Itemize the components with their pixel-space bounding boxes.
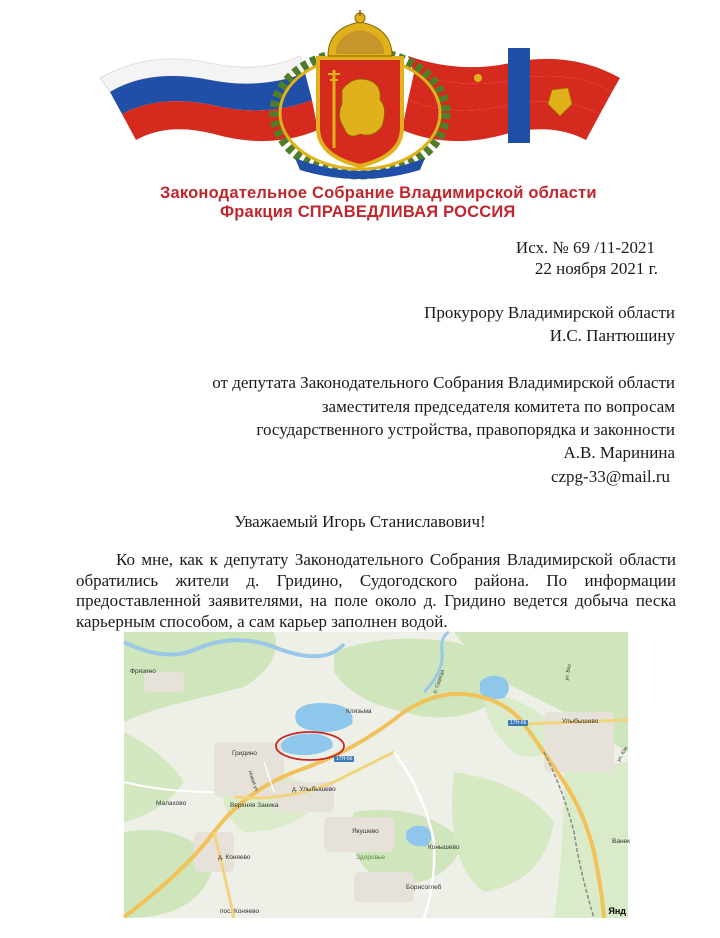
- sender-name: А.В. Маринина: [563, 443, 675, 462]
- map-canvas: [124, 632, 628, 918]
- map-label-yakushevo: Якушево: [352, 828, 379, 835]
- letterhead-line2: Фракция СПРАВЕДЛИВАЯ РОССИЯ: [220, 203, 516, 221]
- map-label-klyazma: Клязьма: [346, 708, 372, 715]
- body-text: Ко мне, как к депутату Законодательного Собрания Владимирской области обратились жители д. Гридино, Судогодского района. По информации предоставленной заявителями, на поле около д. Гридино ведется добыча песка карьерным способом, а сам карьер заполнен водой.: [76, 550, 676, 631]
- sender-line2: заместителя председателя комитета по вопросам: [321, 397, 675, 416]
- map-label-sudogda: р. Судогда: [432, 668, 447, 695]
- map-label-borisogleb: Борисоглеб: [406, 884, 442, 891]
- recipient-line2: И.С. Пантюшину: [549, 326, 675, 345]
- map-label-gridino: Гридино: [232, 750, 258, 757]
- sender-line1: от депутата Законодательного Собрания Владимирской области: [212, 373, 675, 392]
- map-label-konyshevo: Конышево: [428, 844, 460, 851]
- sender-line3: государственного устройства, правопорядка и законности: [256, 420, 675, 439]
- salutation: Уважаемый Игорь Станиславович!: [234, 512, 486, 531]
- map-label-fryazino: Фрязино: [130, 668, 156, 675]
- map-label-zdorovye: Здоровье: [356, 854, 386, 861]
- map-label-novaya: Новая ул.: [246, 770, 260, 794]
- map-watermark: Янд: [608, 906, 626, 916]
- map-label-vyazovka: ул. Вяз: [564, 663, 573, 682]
- reference-date: 22 ноября 2021 г.: [534, 259, 658, 278]
- map-label-verkhnyaya: Верхняя Заника: [230, 802, 279, 809]
- body-paragraph: [76, 550, 676, 632]
- map-label-pos-konyaevo: пос. Коняево: [220, 908, 260, 915]
- sender-email[interactable]: czpg-33@mail.ru: [550, 467, 670, 486]
- map-label-ulybyshevo-d: д. Улыбышево: [292, 786, 336, 793]
- map-label-vanek: Ванек: [612, 838, 630, 845]
- coat-of-arms-banner: [90, 8, 630, 184]
- map-label-malakhovo: Малахово: [156, 800, 187, 807]
- map-label-ulybyshevo: Улыбышево: [562, 718, 599, 725]
- letterhead-line1: Законодательное Собрание Владимирской области: [160, 184, 597, 202]
- road-badge-2: 17Н-66: [510, 720, 527, 726]
- map[interactable]: [124, 632, 628, 918]
- map-label-yuzh: ул. Юж: [616, 745, 630, 763]
- letterhead-emblem: [90, 8, 630, 184]
- reference-number: Исх. № 69 /11-2021: [515, 238, 655, 257]
- road-badge-1: 17Н-66: [336, 756, 353, 762]
- recipient-line1: Прокурору Владимирской области: [424, 303, 675, 322]
- map-label-konyaevo: д. Коняево: [218, 854, 251, 861]
